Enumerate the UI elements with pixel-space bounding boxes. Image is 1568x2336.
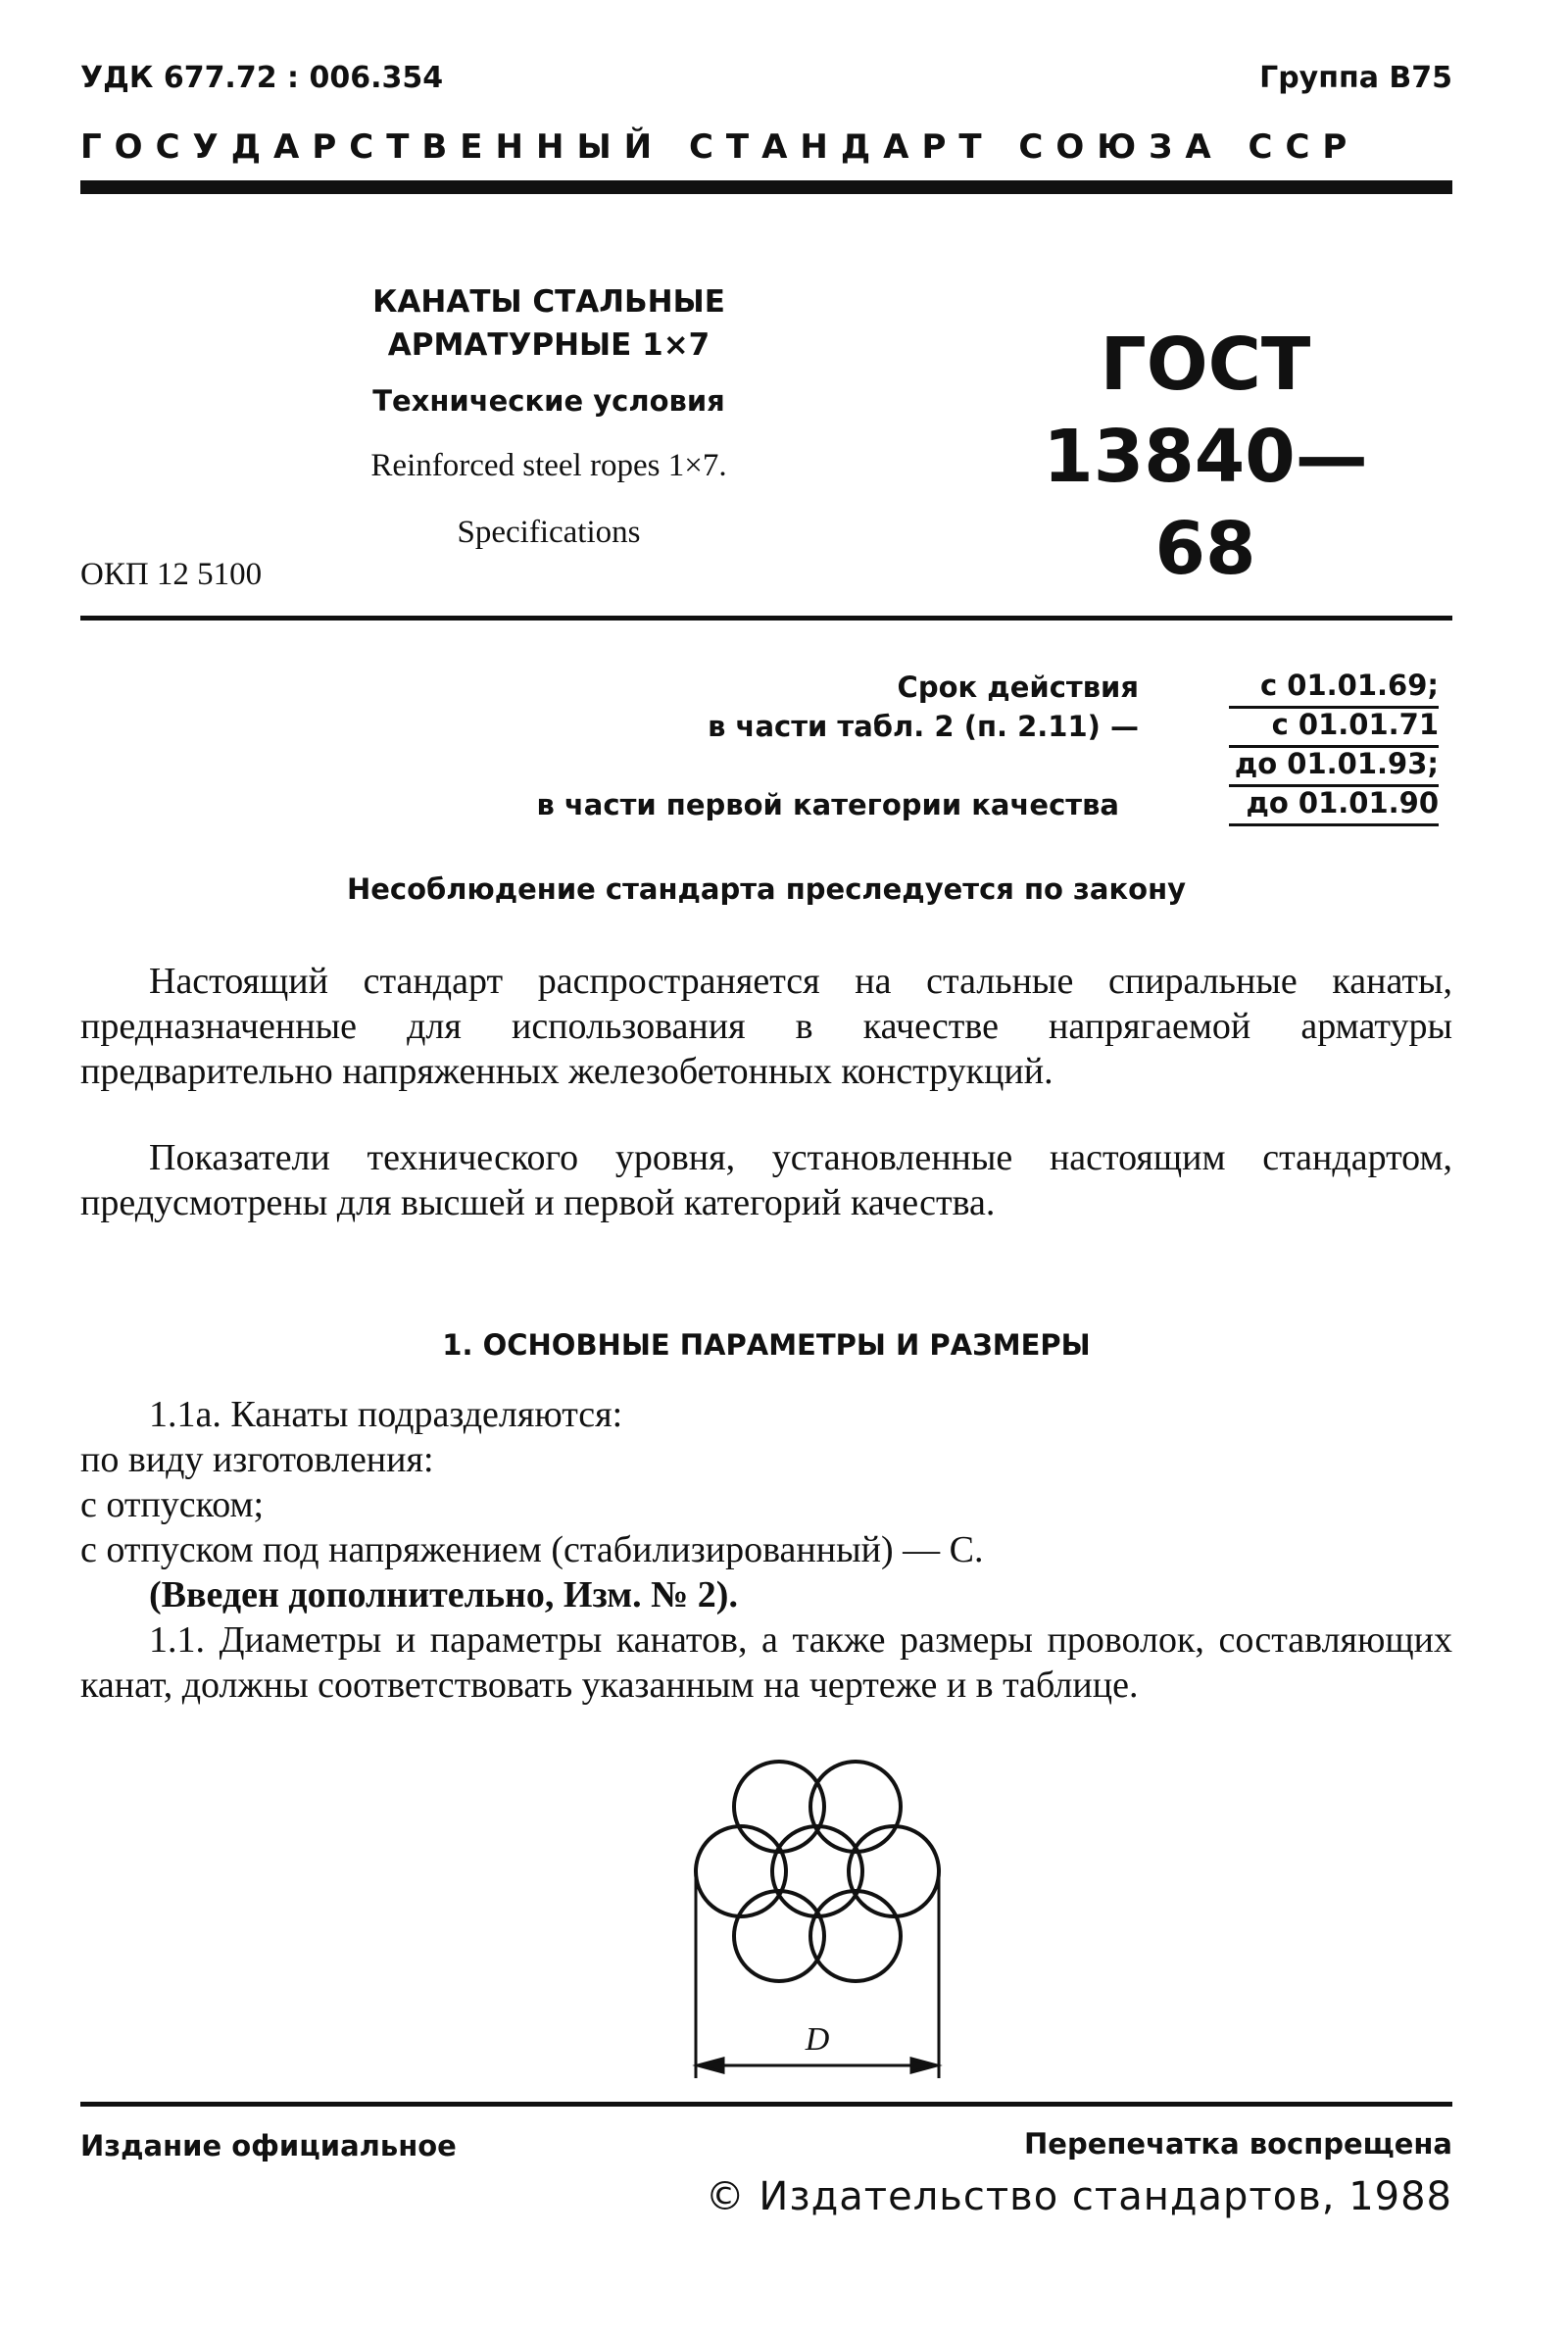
validity-block xyxy=(80,667,1452,823)
title-subtitle: Технические условия xyxy=(372,384,725,418)
okp-code: ОКП 12 5100 xyxy=(80,557,263,592)
gost-number: 13840—68 xyxy=(1043,415,1368,591)
gost-label: ГОСТ xyxy=(1100,323,1311,407)
validity-label: Срок действия xyxy=(897,671,1139,704)
group-code: Группа В75 xyxy=(1259,61,1452,95)
option-tempered: с отпуском; xyxy=(80,1484,265,1525)
footer-divider xyxy=(80,2102,1452,2107)
validity-date: до 01.01.93; xyxy=(1229,747,1439,787)
title-line-1: КАНАТЫ СТАЛЬНЫЕ xyxy=(372,284,725,320)
section-1-content xyxy=(80,1392,1452,1708)
dimension-label: D xyxy=(805,2021,830,2058)
title-block xyxy=(314,280,784,551)
validity-date: с 01.01.71 xyxy=(1229,708,1439,748)
section-heading: 1. ОСНОВНЫЕ ПАРАМЕТРЫ И РАЗМЕРЫ xyxy=(442,1328,1091,1362)
reprint-prohibited: Перепечатка воспрещена xyxy=(1024,2127,1452,2161)
validity-row xyxy=(80,745,1452,784)
copyright: © Издательство стандартов, 1988 xyxy=(705,2174,1452,2219)
validity-label: в части первой категории качества xyxy=(536,788,1119,821)
validity-date: с 01.01.69; xyxy=(1229,669,1439,709)
state-standard-banner: ГОСУДАРСТВЕННЫЙ СТАНДАРТ СОЮЗА ССР xyxy=(80,127,1360,167)
legal-warning: Несоблюдение стандарта преследуется по закону xyxy=(346,872,1187,906)
quality-paragraph xyxy=(80,1135,1452,1225)
header-divider xyxy=(80,180,1452,194)
paragraph-text: Настоящий стандарт распространяется на стальные спиральные канаты, предназначенные для использования в качестве напрягаемой арматуры предварительно напряженных железобетонных конструкций. xyxy=(80,961,1452,1092)
validity-row xyxy=(80,784,1452,823)
udk-code: УДК 677.72 : 006.354 xyxy=(80,61,444,95)
validity-label: в части табл. 2 (п. 2.11) — xyxy=(708,710,1139,743)
title-english-2: Specifications xyxy=(457,515,641,550)
option-stabilized: с отпуском под напряжением (стабилизированный) — С. xyxy=(80,1529,984,1570)
paragraph-text: Показатели технического уровня, установленные настоящим стандартом, предусмотрены для высшей и первой категорий качества. xyxy=(80,1137,1452,1223)
scope-paragraph xyxy=(80,959,1452,1094)
rope-cross-section-drawing xyxy=(676,1750,960,2093)
title-english-1: Reinforced steel ropes 1×7. xyxy=(370,448,727,483)
validity-row xyxy=(80,706,1452,745)
arrow-right xyxy=(911,2059,937,2072)
gost-designation xyxy=(1039,319,1372,595)
item-1-1a: 1.1а. Канаты подразделяются: xyxy=(149,1394,623,1435)
official-edition: Издание официальное xyxy=(80,2129,457,2162)
validity-row xyxy=(80,667,1452,706)
amendment-note: (Введен дополнительно, Изм. № 2). xyxy=(149,1574,738,1615)
validity-date: до 01.01.90 xyxy=(1229,786,1439,826)
by-type-line: по виду изготовления: xyxy=(80,1439,434,1480)
title-divider xyxy=(80,616,1452,621)
item-1-1: 1.1. Диаметры и параметры канатов, а также размеры проволок, составляющих канат, должны соответствовать указанным на чертеже и в таблице. xyxy=(80,1619,1452,1706)
title-line-2: АРМАТУРНЫЕ 1×7 xyxy=(387,327,710,363)
arrow-left xyxy=(698,2059,723,2072)
